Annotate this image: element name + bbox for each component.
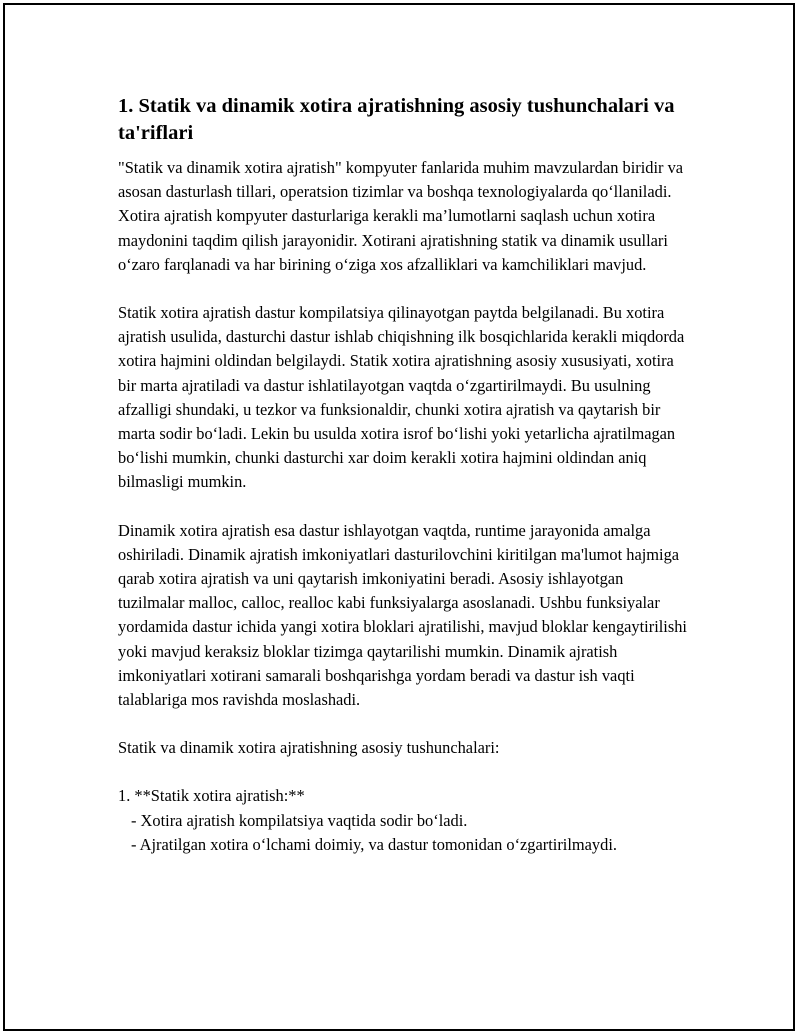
paragraph-intro: "Statik va dinamik xotira ajratish" kompyuter fanlarida muhim mavzulardan biridir va asosan dasturlash tillari, operatsion tizimlar va boshqa texnologiyalarda qo‘llaniladi. Xotira ajratish kompyuter dasturlariga kerakli ma’lumotlarni saqlash uchun xotira maydonini taqdim qilish jarayonidir. Xotirani ajratishning statik va dinamik usullari o‘zaro farqlanadi va har birining o‘ziga xos afzalliklari va kamchiliklari mavjud. bbox=[118, 158, 684, 274]
concepts-list bbox=[118, 784, 688, 857]
document-body bbox=[118, 93, 688, 857]
section-heading: 1. Statik va dinamik xotira ajratishning asosiy tushunchalari va ta'riflari bbox=[118, 95, 675, 144]
paragraph-concepts-intro: Statik va dinamik xotira ajratishning asosiy tushunchalari: bbox=[118, 738, 500, 758]
list-sub-item: - Xotira ajratish kompilatsiya vaqtida sodir bo‘ladi. bbox=[131, 810, 468, 830]
list-sub-item: - Ajratilgan xotira o‘lchami doimiy, va dastur tomonidan o‘zgartirilmaydi. bbox=[131, 834, 617, 854]
list-item-title: 1. **Statik xotira ajratish:** bbox=[118, 786, 305, 806]
paragraph-dynamic: Dinamik xotira ajratish esa dastur ishlayotgan vaqtda, runtime jarayonida amalga oshiriladi. Dinamik ajratish imkoniyatlari dasturilovchini kiritilgan ma'lumot hajmiga qarab xotira ajratish va uni qaytarish imkoniyatini beradi. Asosiy ishlayotgan tuzilmalar malloc, calloc, realloc kabi funksiyalarga asoslanadi. Ushbu funksiyalar yordamida dastur ichida yangi xotira bloklari ajratilishi, mavjud bloklar kengaytirilishi yoki mavjud keraksiz bloklar tizimga qaytarilishi mumkin. Dinamik ajratish imkoniyatlari xotirani samarali boshqarishga yordam beradi va dastur ish vaqti talablariga mos ravishda moslashadi. bbox=[118, 520, 687, 710]
paragraph-static: Statik xotira ajratish dastur kompilatsiya qilinayotgan paytda belgilanadi. Bu xotira ajratish usulida, dasturchi dastur ishlab chiqishning ilk bosqichlarida kerakli miqdorda xotira hajmini oldindan belgilaydi. Statik xotira ajratishning asosiy xususiyati, xotira bir marta ajratiladi va dastur ishlatilayotgan vaqtda o‘zgartirilmaydi. Bu usulning afzalligi shundaki, u tezkor va funksionaldir, chunki xotira ajratish va qaytarish bir marta sodir bo‘ladi. Lekin bu usulda xotira isrof bo‘lishi yoki yetarlicha ajratilmagan bo‘lishi mumkin, chunki dasturchi xar doim kerakli xotira hajmini oldindan aniq bilmasligi mumkin. bbox=[118, 303, 685, 492]
